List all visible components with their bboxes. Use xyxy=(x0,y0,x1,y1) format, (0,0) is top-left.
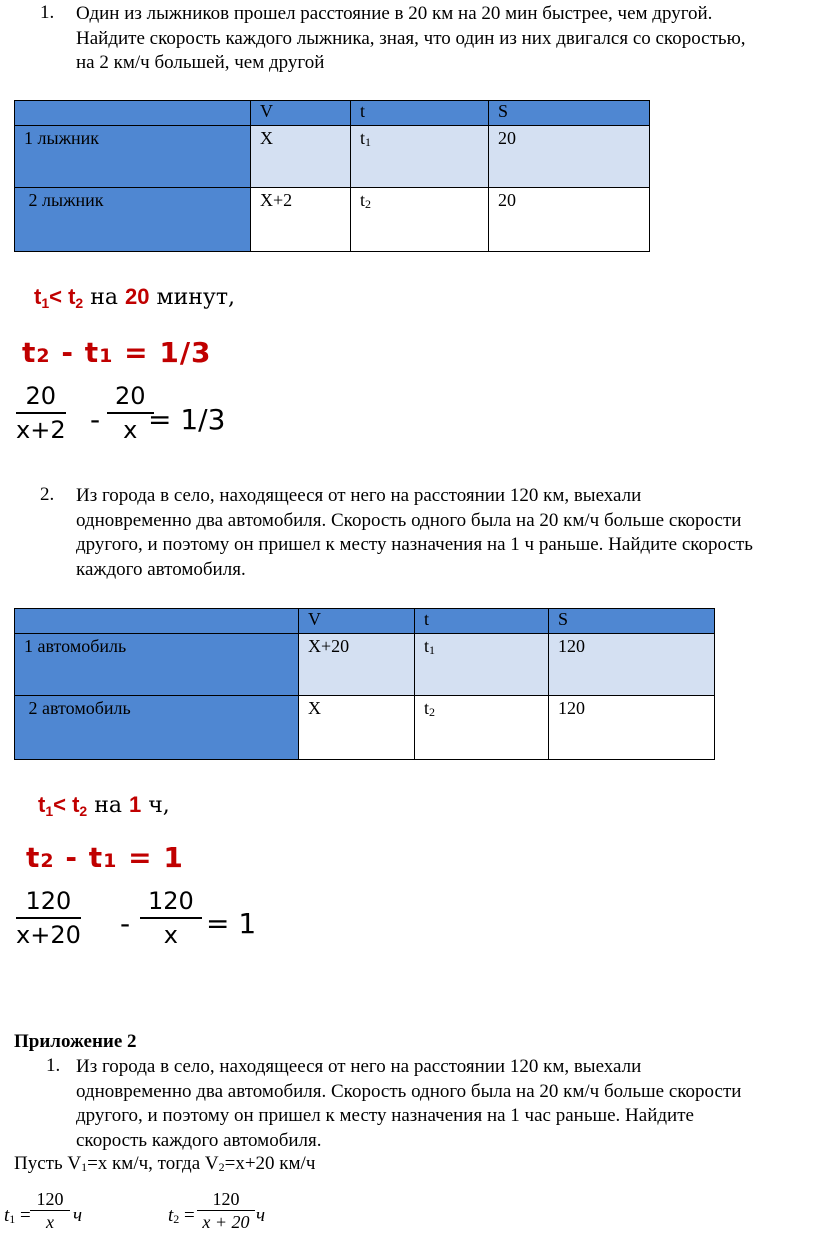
table-header-cell: t xyxy=(415,609,549,634)
table-header-cell: S xyxy=(549,609,715,634)
appendix-formula1-fraction: 120 x xyxy=(30,1188,70,1233)
problem1-equation-rhs: = 1/3 xyxy=(148,403,226,436)
problem2-number: 2. xyxy=(40,484,55,505)
appendix-number: 1. xyxy=(46,1055,61,1076)
table-header-cell xyxy=(15,609,299,634)
appendix-formula1-lhs: t1 = xyxy=(4,1205,36,1226)
table-header-cell xyxy=(15,101,251,126)
appendix-line: Из города в село, находящееся от него на расстоянии 120 км, выехали xyxy=(76,1056,642,1077)
problem2-line: другого, и поэтому он пришел к месту назначения на 1 ч раньше. Найдите скорость xyxy=(76,534,753,555)
problem2-difference: t2 - t1 = 1 xyxy=(26,841,184,874)
problem1-number: 1. xyxy=(40,2,55,23)
problem1-difference: t2 - t1 = 1/3 xyxy=(22,336,212,369)
problem2-text xyxy=(76,484,816,582)
table-cell-t: t2 xyxy=(415,696,549,760)
appendix-formula2-lhs: t2 = xyxy=(168,1205,200,1226)
table-cell-name: 2 автомобиль xyxy=(15,696,299,760)
appendix-line: скорость каждого автомобиля. xyxy=(76,1129,322,1151)
table-header-cell: V xyxy=(299,609,415,634)
problem2-equation-rhs: = 1 xyxy=(206,907,257,940)
table-cell-s: 20 xyxy=(489,126,650,188)
problem1-fraction-left: $\frac{20}{x+2}$ xyxy=(16,382,66,444)
table-cell-t: t2 xyxy=(351,188,489,252)
appendix-line: другого, и поэтому он пришел к месту назначения на 1 час раньше. Найдите xyxy=(76,1105,694,1126)
table-cell-s: 120 xyxy=(549,634,715,696)
problem2-fraction-left: $\frac{120}{x+20}$ xyxy=(16,887,81,949)
problem2-line: одновременно два автомобиля. Скорость одного была на 20 км/ч больше скорости xyxy=(76,509,742,531)
problem2-condition: t1< t2 на 1 ч, xyxy=(38,792,170,819)
table-cell-t: t1 xyxy=(351,126,489,188)
table-cell-s: 20 xyxy=(489,188,650,252)
minus-sign: - xyxy=(90,403,101,436)
minus-sign: - xyxy=(120,907,131,940)
table-cell-v: X+2 xyxy=(251,188,351,252)
table-header-cell: t xyxy=(351,101,489,126)
table-cell-name: 1 автомобиль xyxy=(15,634,299,696)
problem2-line: Из города в село, находящееся от него на расстоянии 120 км, выехали xyxy=(76,485,642,506)
problem1-line: Найдите скорость каждого лыжника, зная, что один из них двигался со скоростью, xyxy=(76,27,746,49)
appendix-let: Пусть V1=x км/ч, тогда V2=x+20 км/ч xyxy=(14,1153,316,1174)
problem1-line: на 2 км/ч большей, чем другой xyxy=(76,52,325,73)
table-cell-s: 120 xyxy=(549,696,715,760)
problem1-condition: t1< t2 на 20 минут, xyxy=(34,284,236,311)
problem1-table xyxy=(14,100,650,252)
table-cell-t: t1 xyxy=(415,634,549,696)
appendix-text xyxy=(76,1055,816,1153)
appendix-formula2-unit: ч xyxy=(256,1205,266,1226)
problem2-line: каждого автомобиля. xyxy=(76,558,246,580)
table-header-cell: S xyxy=(489,101,650,126)
table-row xyxy=(15,696,715,760)
table-cell-v: X xyxy=(251,126,351,188)
table-cell-name: 2 лыжник xyxy=(15,188,251,252)
problem1-fraction-right: $\frac{20}{x}$ xyxy=(107,381,154,446)
table-cell-name: 1 лыжник xyxy=(15,126,251,188)
appendix-formula2-fraction: 120 x + 20 xyxy=(197,1188,255,1233)
problem2-fraction-right: $\frac{120}{x}$ xyxy=(140,886,202,951)
problem2-table xyxy=(14,608,715,760)
appendix-title: Приложение 2 xyxy=(14,1031,137,1052)
table-cell-v: X+20 xyxy=(299,634,415,696)
table-row xyxy=(15,188,650,252)
table-row xyxy=(15,634,715,696)
problem1-text xyxy=(76,2,816,76)
table-cell-v: X xyxy=(299,696,415,760)
table-row xyxy=(15,126,650,188)
problem1-line: Один из лыжников прошел расстояние в 20 км на 20 мин быстрее, чем другой. xyxy=(76,3,713,24)
appendix-formula1-unit: ч xyxy=(73,1205,83,1226)
table-header-cell: V xyxy=(251,101,351,126)
appendix-line: одновременно два автомобиля. Скорость одного была на 20 км/ч больше скорости xyxy=(76,1080,742,1102)
